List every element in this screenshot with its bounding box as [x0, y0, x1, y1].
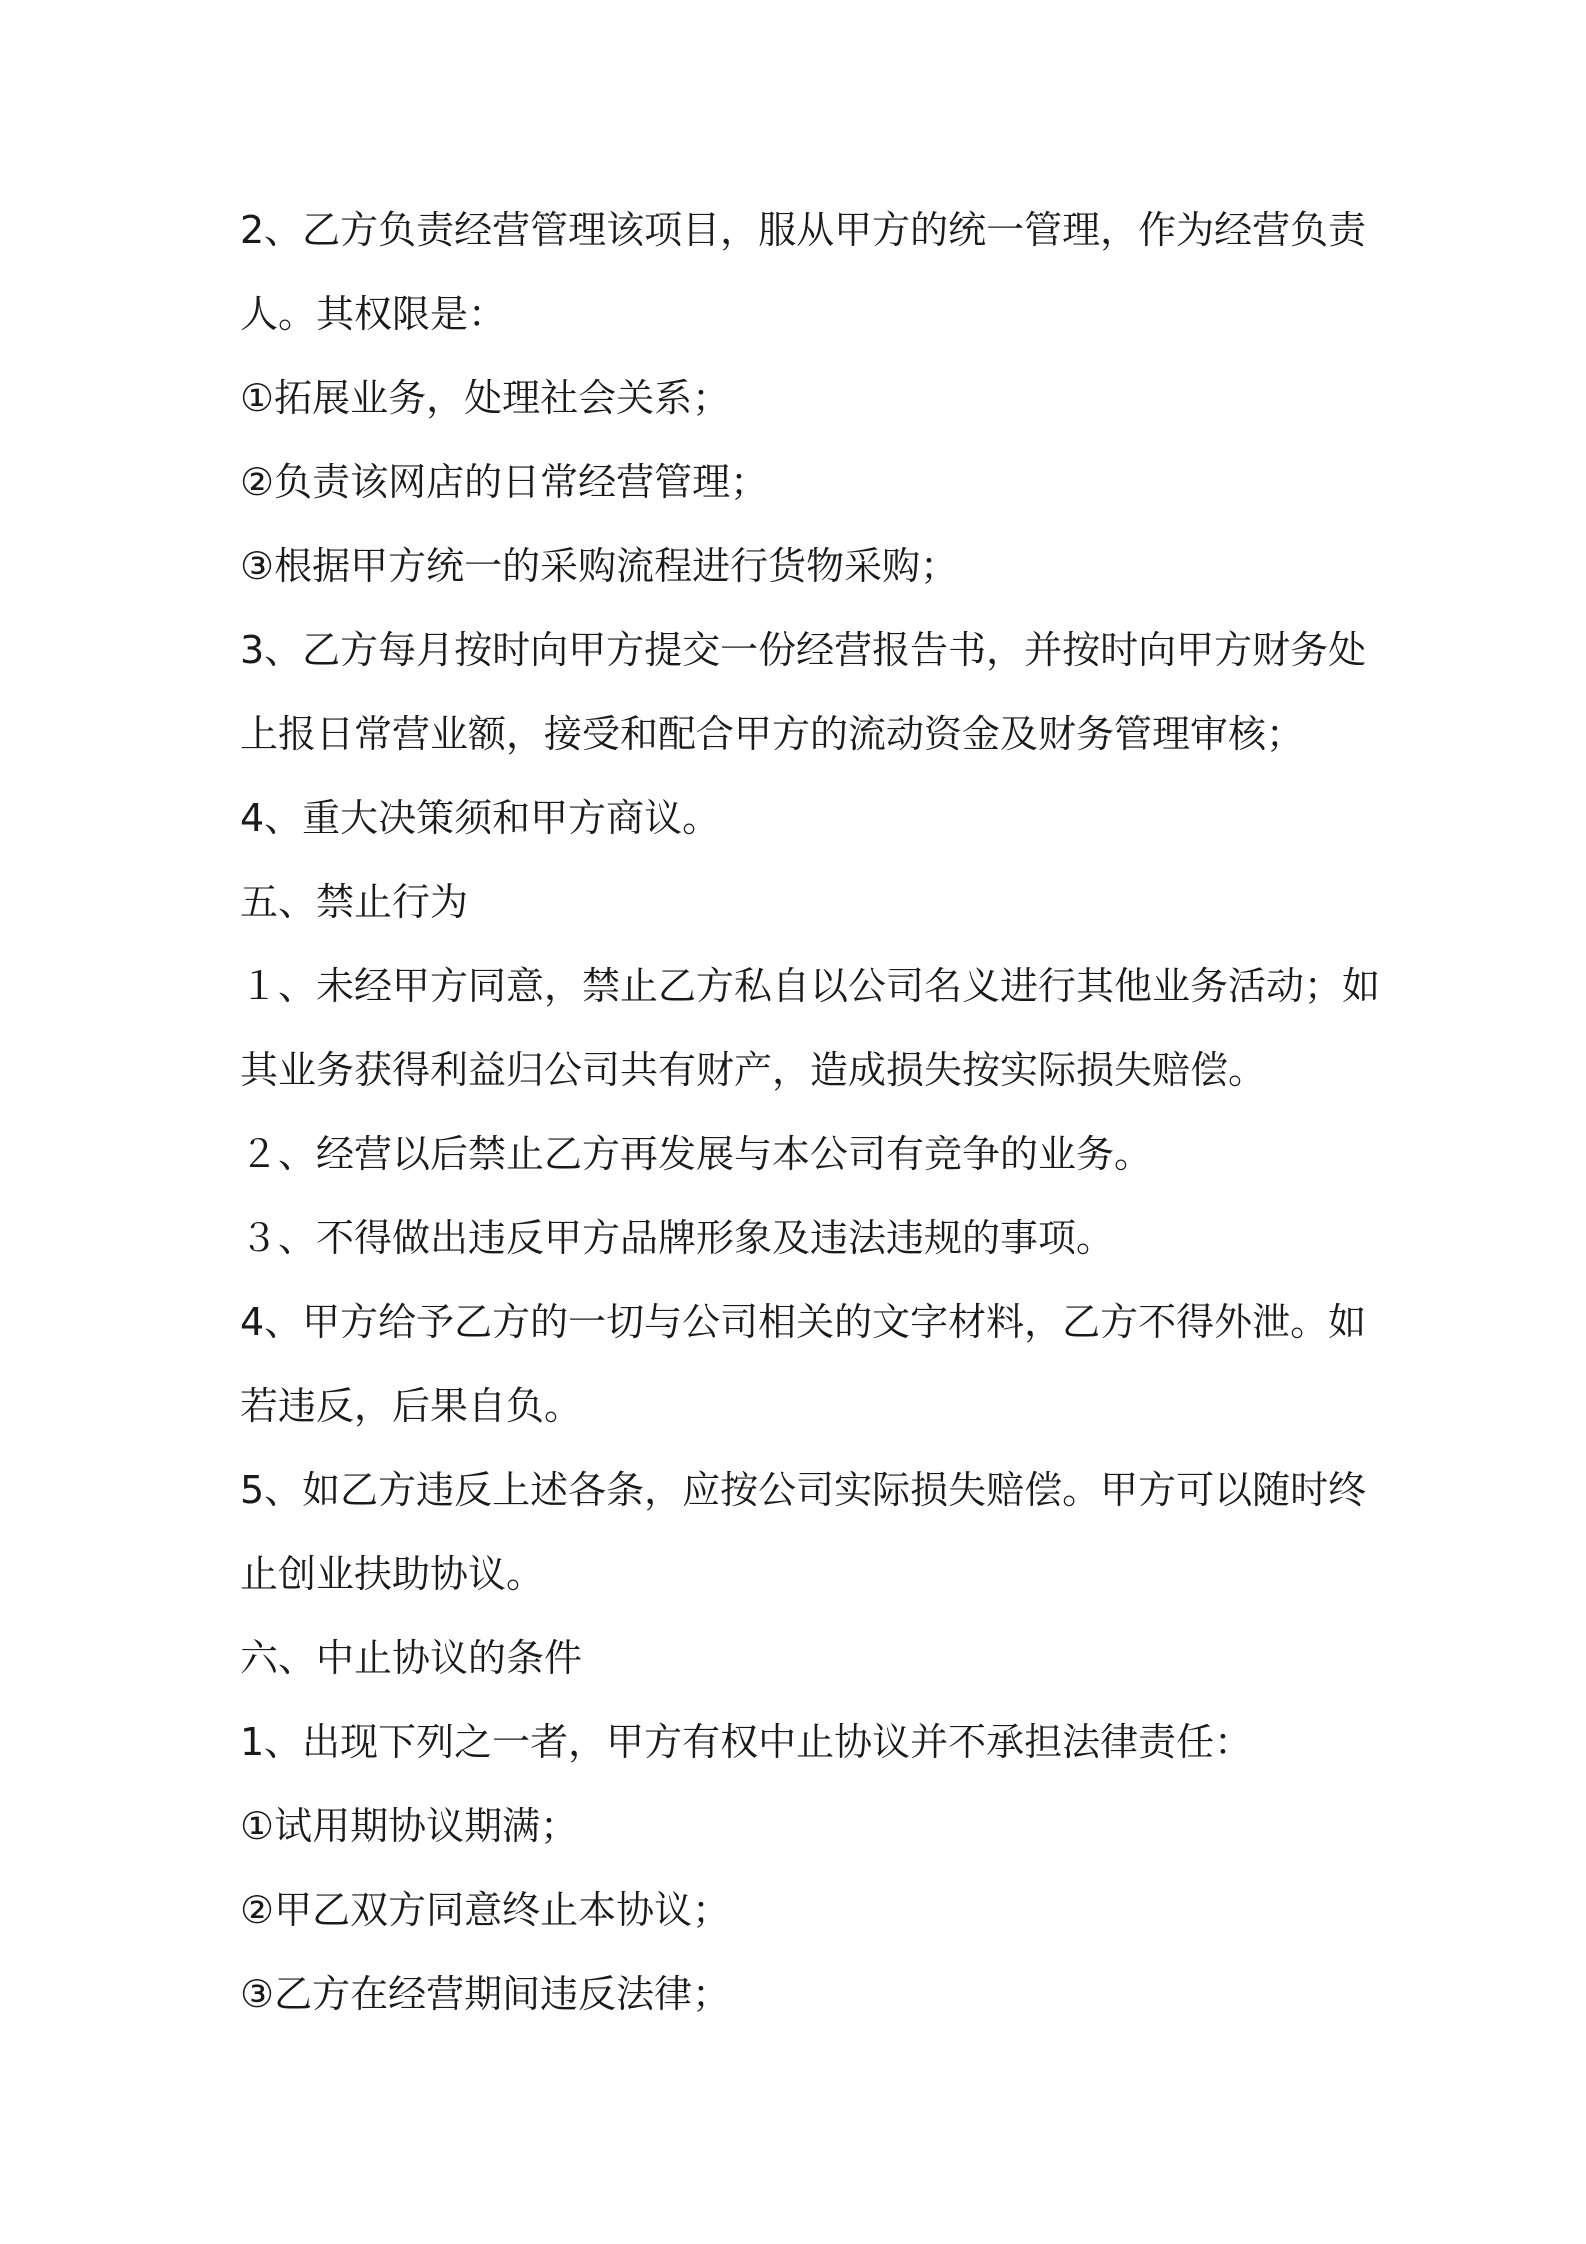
list-item: ③乙方在经营期间违反法律； — [240, 1972, 731, 2016]
text-line: ３、不得做出违反甲方品牌形象及违法违规的事项。 — [240, 1216, 1115, 1260]
text-line: ２、经营以后禁止乙方再发展与本公司有竞争的业务。 — [240, 1132, 1153, 1176]
list-item: ①试用期协议期满； — [240, 1804, 579, 1848]
text-line: 其业务获得利益归公司共有财产，造成损失按实际损失赔偿。 — [240, 1048, 1267, 1092]
section-heading: 五、禁止行为 — [240, 880, 469, 924]
section-heading: 六、中止协议的条件 — [240, 1636, 583, 1680]
list-item: ③根据甲方统一的采购流程进行货物采购； — [240, 544, 959, 588]
text-line: 1、出现下列之一者，甲方有权中止协议并不承担法律责任： — [240, 1720, 1253, 1764]
list-item: ②甲乙双方同意终止本协议； — [240, 1888, 731, 1932]
text-line: 4、甲方给予乙方的一切与公司相关的文字材料，乙方不得外泄。如 — [240, 1300, 1367, 1344]
document-body — [240, 188, 1381, 2036]
list-item: ①拓展业务，处理社会关系； — [240, 376, 731, 420]
text-line: 4、重大决策须和甲方商议。 — [240, 796, 721, 840]
text-line: 若违反，后果自负。 — [240, 1384, 583, 1428]
text-line: 止创业扶助协议。 — [240, 1552, 545, 1596]
text-line: 3、乙方每月按时向甲方提交一份经营报告书，并按时向甲方财务处 — [240, 628, 1367, 672]
text-line: １、未经甲方同意，禁止乙方私自以公司名义进行其他业务活动；如 — [240, 964, 1381, 1008]
text-line: 上报日常营业额，接受和配合甲方的流动资金及财务管理审核； — [240, 712, 1305, 756]
text-line: 5、如乙方违反上述各条，应按公司实际损失赔偿。甲方可以随时终 — [240, 1468, 1367, 1512]
text-line: 人。其权限是： — [240, 292, 507, 336]
list-item: ②负责该网店的日常经营管理； — [240, 460, 769, 504]
text-line: 2、乙方负责经营管理该项目，服从甲方的统一管理，作为经营负责 — [240, 208, 1367, 252]
